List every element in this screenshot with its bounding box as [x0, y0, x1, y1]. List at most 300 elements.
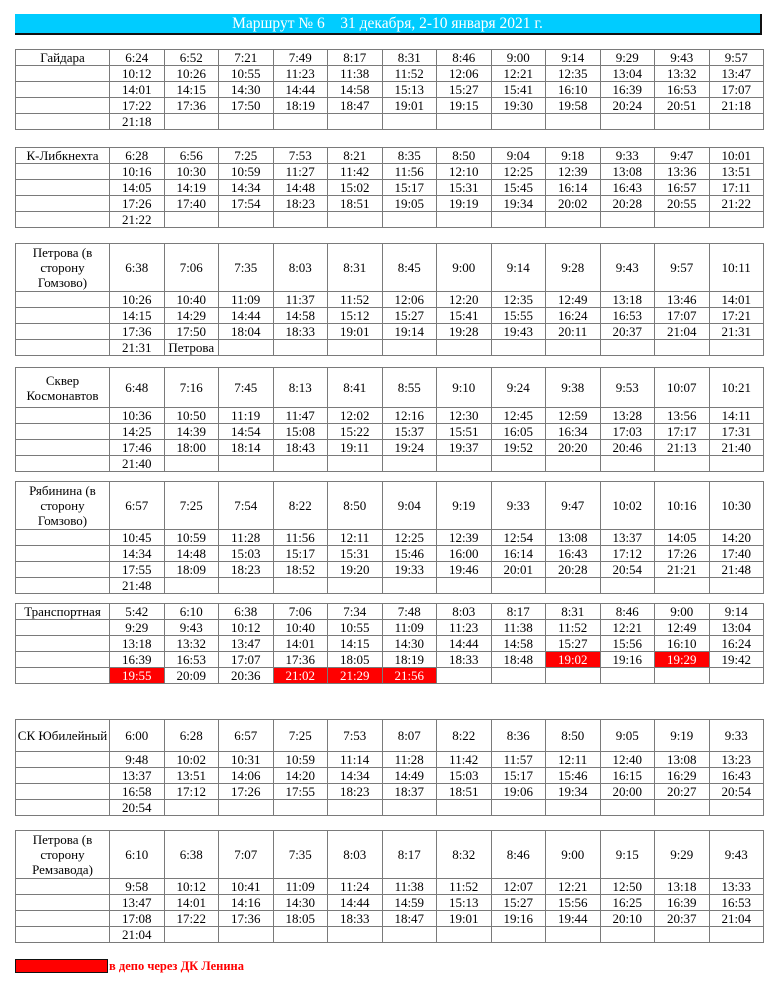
departure-time: 19:58 [546, 98, 601, 114]
empty-cell [16, 562, 110, 578]
departure-time: 17:55 [273, 784, 328, 800]
departure-time: 15:55 [491, 308, 546, 324]
departure-time: 8:17 [491, 604, 546, 620]
departure-time: 9:57 [709, 50, 764, 66]
departure-time: 11:28 [382, 752, 437, 768]
departure-time: 20:01 [491, 562, 546, 578]
empty-cell [382, 340, 437, 356]
departure-time: 14:15 [328, 636, 383, 652]
departure-time: 13:33 [709, 879, 764, 895]
departure-time: 17:26 [655, 546, 710, 562]
departure-time: 6:57 [110, 482, 165, 530]
departure-time: 18:23 [219, 562, 274, 578]
empty-cell [382, 578, 437, 594]
empty-cell [546, 800, 601, 816]
departure-time: 15:27 [546, 636, 601, 652]
departure-time: 21:31 [110, 340, 165, 356]
departure-time: 10:40 [273, 620, 328, 636]
departure-time: 20:09 [164, 668, 219, 684]
departure-time: 7:06 [164, 244, 219, 292]
empty-cell [219, 114, 274, 130]
departure-time: 17:36 [110, 324, 165, 340]
empty-cell [164, 578, 219, 594]
departure-time: 19:52 [491, 440, 546, 456]
departure-time: 15:56 [600, 636, 655, 652]
departure-time: 12:49 [546, 292, 601, 308]
empty-cell [709, 927, 764, 943]
departure-time: 17:50 [219, 98, 274, 114]
departure-time: 15:03 [219, 546, 274, 562]
empty-cell [382, 800, 437, 816]
departure-time: 9:58 [110, 879, 165, 895]
departure-time: 14:25 [110, 424, 165, 440]
departure-time: 13:47 [219, 636, 274, 652]
departure-time: 13:37 [600, 530, 655, 546]
departure-time: 16:53 [655, 82, 710, 98]
departure-time: 8:21 [328, 148, 383, 164]
departure-time: 17:55 [110, 562, 165, 578]
departure-time: 19:44 [546, 911, 601, 927]
empty-cell [164, 800, 219, 816]
departure-time: 11:38 [491, 620, 546, 636]
departure-time: 16:43 [600, 180, 655, 196]
departure-time: 20:55 [655, 196, 710, 212]
departure-time: 18:05 [273, 911, 328, 927]
departure-time: 15:31 [437, 180, 492, 196]
stop-timetable [15, 603, 764, 684]
empty-cell [491, 578, 546, 594]
departure-time: 17:07 [655, 308, 710, 324]
empty-cell [16, 456, 110, 472]
departure-time: 10:11 [709, 244, 764, 292]
stop-name: Петрова (в сторону Ремзавода) [16, 831, 110, 879]
empty-cell [16, 652, 110, 668]
departure-time: 18:05 [328, 652, 383, 668]
departure-time: 7:35 [273, 831, 328, 879]
empty-cell [16, 424, 110, 440]
departure-time: 19:30 [491, 98, 546, 114]
stop-timetable [15, 719, 764, 816]
departure-time: 7:25 [273, 720, 328, 752]
stop-name: СК Юбилейный [16, 720, 110, 752]
departure-time: 15:51 [437, 424, 492, 440]
stop-name: К-Либкнехта [16, 148, 110, 164]
departure-time: 21:21 [655, 562, 710, 578]
empty-cell [16, 911, 110, 927]
departure-time: 12:21 [600, 620, 655, 636]
departure-time: 15:31 [328, 546, 383, 562]
departure-time: 11:47 [273, 408, 328, 424]
table-row [16, 546, 764, 562]
departure-time: 9:38 [546, 368, 601, 408]
departure-time: 9:00 [437, 244, 492, 292]
departure-time: 17:03 [600, 424, 655, 440]
table-row [16, 895, 764, 911]
departure-time: 6:28 [164, 720, 219, 752]
empty-cell [382, 927, 437, 943]
departure-time: 20:10 [600, 911, 655, 927]
departure-time: 15:27 [437, 82, 492, 98]
departure-time: 15:45 [491, 180, 546, 196]
empty-cell [219, 800, 274, 816]
departure-time: 20:51 [655, 98, 710, 114]
departure-time: 15:02 [328, 180, 383, 196]
departure-time: 12:39 [437, 530, 492, 546]
empty-cell [16, 530, 110, 546]
table-row [16, 292, 764, 308]
departure-time: 9:14 [491, 244, 546, 292]
departure-time: 13:47 [709, 66, 764, 82]
stop-name: Транспортная [16, 604, 110, 620]
departure-time: 20:27 [655, 784, 710, 800]
departure-time: 17:07 [709, 82, 764, 98]
empty-cell [600, 212, 655, 228]
departure-time: 20:54 [110, 800, 165, 816]
departure-time: 17:26 [219, 784, 274, 800]
departure-time: 19:05 [382, 196, 437, 212]
empty-cell [16, 408, 110, 424]
depot-trip-time: 19:55 [110, 668, 165, 684]
empty-cell [16, 292, 110, 308]
empty-cell [16, 784, 110, 800]
departure-time: 6:38 [164, 831, 219, 879]
departure-time: 17:54 [219, 196, 274, 212]
departure-time: 14:20 [709, 530, 764, 546]
table-row [16, 424, 764, 440]
departure-time: 17:11 [709, 180, 764, 196]
empty-cell [273, 340, 328, 356]
departure-time: 15:17 [382, 180, 437, 196]
departure-time: 11:57 [491, 752, 546, 768]
departure-time: 20:36 [219, 668, 274, 684]
departure-time: 12:50 [600, 879, 655, 895]
departure-time: 14:39 [164, 424, 219, 440]
empty-cell [328, 212, 383, 228]
departure-time: 6:38 [219, 604, 274, 620]
empty-cell [600, 114, 655, 130]
departure-time: 15:08 [273, 424, 328, 440]
departure-time: 11:56 [382, 164, 437, 180]
empty-cell [164, 212, 219, 228]
departure-time: 9:00 [491, 50, 546, 66]
departure-time: 14:58 [273, 308, 328, 324]
departure-time: 20:54 [709, 784, 764, 800]
departure-time: 11:28 [219, 530, 274, 546]
departure-time: 13:08 [655, 752, 710, 768]
empty-cell [16, 440, 110, 456]
departure-time: 15:13 [437, 895, 492, 911]
departure-time: 12:40 [600, 752, 655, 768]
departure-time: 16:14 [546, 180, 601, 196]
departure-time: 12:20 [437, 292, 492, 308]
departure-time: 14:20 [273, 768, 328, 784]
departure-time: 12:21 [491, 66, 546, 82]
table-row [16, 82, 764, 98]
empty-cell [164, 114, 219, 130]
depot-trip-time: 21:02 [273, 668, 328, 684]
table-row [16, 831, 764, 879]
table-row [16, 244, 764, 292]
table-row [16, 879, 764, 895]
table-row [16, 620, 764, 636]
departure-time: 9:05 [600, 720, 655, 752]
departure-time: 19:15 [437, 98, 492, 114]
empty-cell [16, 927, 110, 943]
departure-time: 19:01 [328, 324, 383, 340]
departure-time: 16:58 [110, 784, 165, 800]
depot-color-swatch [15, 959, 108, 973]
departure-time: 6:00 [110, 720, 165, 752]
empty-cell [655, 927, 710, 943]
table-row [16, 578, 764, 594]
departure-time: 16:15 [600, 768, 655, 784]
departure-time: 7:25 [219, 148, 274, 164]
departure-time: 9:10 [437, 368, 492, 408]
departure-time: 12:07 [491, 879, 546, 895]
empty-cell [491, 800, 546, 816]
departure-time: 10:26 [110, 292, 165, 308]
departure-time: 10:59 [219, 164, 274, 180]
departure-time: 8:46 [491, 831, 546, 879]
departure-time: 17:22 [110, 98, 165, 114]
departure-time: 9:47 [546, 482, 601, 530]
departure-time: 9:28 [546, 244, 601, 292]
departure-time: 17:12 [600, 546, 655, 562]
table-row [16, 652, 764, 668]
departure-time: 14:01 [273, 636, 328, 652]
departure-time: 14:34 [110, 546, 165, 562]
table-row [16, 98, 764, 114]
departure-time: 18:19 [382, 652, 437, 668]
departure-time: 19:14 [382, 324, 437, 340]
departure-time: 11:09 [273, 879, 328, 895]
depot-trip-time: 21:29 [328, 668, 383, 684]
departure-time: 10:36 [110, 408, 165, 424]
departure-time: 6:10 [164, 604, 219, 620]
departure-time: 11:24 [328, 879, 383, 895]
departure-time: 13:56 [655, 408, 710, 424]
empty-cell [164, 927, 219, 943]
departure-time: 8:32 [437, 831, 492, 879]
departure-time: 13:18 [600, 292, 655, 308]
empty-cell [16, 636, 110, 652]
departure-time: 10:59 [164, 530, 219, 546]
departure-time: 10:16 [110, 164, 165, 180]
departure-time: 10:01 [709, 148, 764, 164]
legend-label: в депо через ДК Ленина [109, 958, 244, 973]
departure-time: 18:23 [273, 196, 328, 212]
departure-time: 16:25 [600, 895, 655, 911]
departure-time: 14:58 [328, 82, 383, 98]
table-row [16, 114, 764, 130]
departure-time: 16:00 [437, 546, 492, 562]
empty-cell [600, 800, 655, 816]
departure-time: 20:54 [600, 562, 655, 578]
empty-cell [16, 668, 110, 684]
departure-time: 9:15 [600, 831, 655, 879]
departure-time: 10:12 [219, 620, 274, 636]
departure-time: 12:06 [382, 292, 437, 308]
departure-time: 18:51 [437, 784, 492, 800]
empty-cell [273, 114, 328, 130]
empty-cell [546, 927, 601, 943]
departure-time: 14:16 [219, 895, 274, 911]
departure-time: 6:24 [110, 50, 165, 66]
departure-time: 9:19 [437, 482, 492, 530]
departure-time: 18:19 [273, 98, 328, 114]
legend [15, 958, 244, 974]
departure-time: 17:36 [164, 98, 219, 114]
departure-time: 21:40 [709, 440, 764, 456]
departure-time: 9:33 [709, 720, 764, 752]
departure-time: 11:09 [382, 620, 437, 636]
departure-time: 16:39 [655, 895, 710, 911]
departure-time: 10:41 [219, 879, 274, 895]
departure-time: 15:41 [491, 82, 546, 98]
departure-time: 21:13 [655, 440, 710, 456]
departure-time: 8:22 [273, 482, 328, 530]
departure-time: 16:53 [164, 652, 219, 668]
departure-time: 16:10 [546, 82, 601, 98]
departure-time: 21:18 [709, 98, 764, 114]
departure-time: 6:10 [110, 831, 165, 879]
departure-time: 12:35 [491, 292, 546, 308]
departure-time: 11:42 [437, 752, 492, 768]
departure-time: 13:18 [110, 636, 165, 652]
departure-time: 18:51 [328, 196, 383, 212]
empty-cell [328, 340, 383, 356]
departure-time: 20:20 [546, 440, 601, 456]
departure-time: 6:52 [164, 50, 219, 66]
departure-time: 16:39 [600, 82, 655, 98]
empty-cell [273, 927, 328, 943]
departure-time: 11:52 [546, 620, 601, 636]
departure-time: 15:03 [437, 768, 492, 784]
departure-time: 7:16 [164, 368, 219, 408]
departure-time: 14:48 [273, 180, 328, 196]
departure-time: 10:21 [709, 368, 764, 408]
empty-cell [328, 927, 383, 943]
departure-time: 21:04 [709, 911, 764, 927]
departure-time: 21:22 [110, 212, 165, 228]
departure-time: 8:50 [437, 148, 492, 164]
departure-time: 11:52 [437, 879, 492, 895]
departure-time: 10:07 [655, 368, 710, 408]
departure-time: 12:02 [328, 408, 383, 424]
departure-time: 11:23 [437, 620, 492, 636]
departure-time: 10:50 [164, 408, 219, 424]
departure-time: 15:46 [382, 546, 437, 562]
departure-time: 13:46 [655, 292, 710, 308]
departure-time: 14:11 [709, 408, 764, 424]
departure-time: 14:06 [219, 768, 274, 784]
departure-time: 11:38 [382, 879, 437, 895]
departure-time: 14:01 [164, 895, 219, 911]
departure-time: 12:06 [437, 66, 492, 82]
departure-time: 12:25 [382, 530, 437, 546]
departure-time: 9:33 [491, 482, 546, 530]
depot-trip-time: 19:29 [655, 652, 710, 668]
departure-time: 15:27 [491, 895, 546, 911]
empty-cell [437, 668, 492, 684]
table-row [16, 752, 764, 768]
departure-time: 9:04 [382, 482, 437, 530]
empty-cell [655, 340, 710, 356]
departure-time: 9:19 [655, 720, 710, 752]
departure-time: 16:34 [546, 424, 601, 440]
empty-cell [16, 164, 110, 180]
empty-cell [16, 340, 110, 356]
departure-time: 14:29 [164, 308, 219, 324]
departure-time: 7:06 [273, 604, 328, 620]
departure-time: 16:24 [709, 636, 764, 652]
departure-time: 7:45 [219, 368, 274, 408]
departure-time: 12:59 [546, 408, 601, 424]
departure-time: 10:12 [110, 66, 165, 82]
departure-time: 14:19 [164, 180, 219, 196]
empty-cell [328, 800, 383, 816]
empty-cell [709, 114, 764, 130]
departure-time: 6:56 [164, 148, 219, 164]
departure-time: 14:15 [110, 308, 165, 324]
empty-cell [709, 800, 764, 816]
empty-cell [546, 668, 601, 684]
empty-cell [437, 114, 492, 130]
departure-time: 13:08 [546, 530, 601, 546]
departure-time: 8:50 [546, 720, 601, 752]
stop-timetable [15, 243, 764, 356]
empty-cell [600, 456, 655, 472]
departure-time: 7:53 [273, 148, 328, 164]
departure-time: 16:43 [709, 768, 764, 784]
departure-time: 14:01 [709, 292, 764, 308]
empty-cell [16, 800, 110, 816]
empty-cell [709, 456, 764, 472]
table-row [16, 562, 764, 578]
empty-cell [491, 212, 546, 228]
empty-cell [16, 196, 110, 212]
departure-time: 10:02 [164, 752, 219, 768]
departure-time: 12:54 [491, 530, 546, 546]
departure-time: 18:33 [328, 911, 383, 927]
departure-time: 11:19 [219, 408, 274, 424]
departure-time: 7:07 [219, 831, 274, 879]
departure-time: 9:57 [655, 244, 710, 292]
departure-time: 20:28 [546, 562, 601, 578]
departure-time: 17:40 [709, 546, 764, 562]
departure-time: 14:30 [219, 82, 274, 98]
departure-time: 15:56 [546, 895, 601, 911]
departure-time: 14:59 [382, 895, 437, 911]
departure-time: 15:27 [382, 308, 437, 324]
departure-time: 13:32 [164, 636, 219, 652]
departure-time: 13:18 [655, 879, 710, 895]
departure-time: 8:31 [328, 244, 383, 292]
departure-time: 7:53 [328, 720, 383, 752]
departure-time: 9:00 [546, 831, 601, 879]
departure-time: 9:47 [655, 148, 710, 164]
departure-time: 15:22 [328, 424, 383, 440]
departure-time: 11:52 [382, 66, 437, 82]
table-row [16, 768, 764, 784]
depot-trip-time: 19:02 [546, 652, 601, 668]
departure-time: 9:48 [110, 752, 165, 768]
departure-time: 8:45 [382, 244, 437, 292]
departure-time: 18:37 [382, 784, 437, 800]
departure-time: 11:42 [328, 164, 383, 180]
empty-cell [16, 308, 110, 324]
empty-cell [437, 212, 492, 228]
